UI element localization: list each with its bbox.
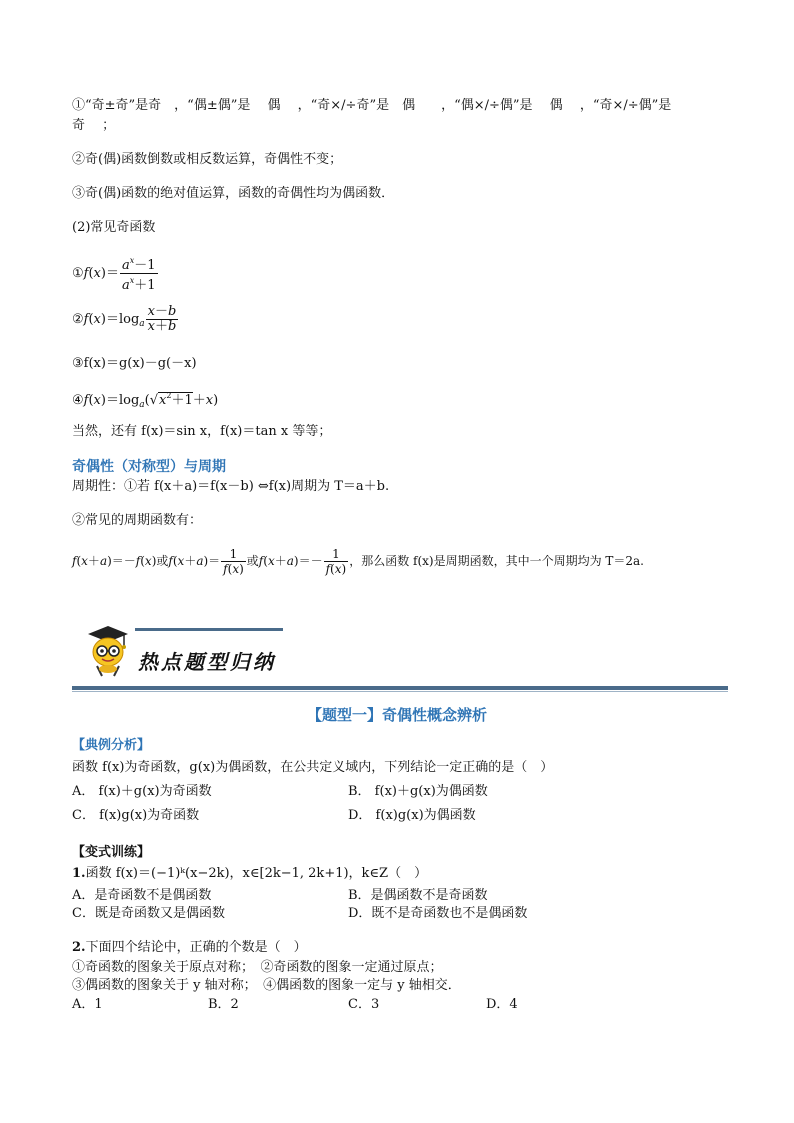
rule-line-2: ②奇(偶)函数倒数或相反数运算，奇偶性不变；	[72, 152, 343, 167]
period-heading: 奇偶性（对称型）与周期	[72, 459, 226, 475]
banner-top-line	[135, 628, 283, 631]
common-odd-title: (2)常见奇函数	[72, 220, 156, 235]
q1-option-a: A．是奇函数不是偶函数	[72, 888, 212, 903]
example-option-c: C． f(x)g(x)为奇函数	[72, 808, 200, 823]
rule-line-1b: 奇 ；	[72, 118, 116, 133]
q1-option-c: C．既是奇函数又是偶函数	[72, 906, 225, 921]
example-question: 函数 f(x)为奇函数，g(x)为偶函数，在公共定义域内，下列结论一定正确的是（ ）	[72, 760, 554, 775]
mascot-icon	[80, 622, 132, 678]
example-option-b: B． f(x)＋g(x)为偶函数	[348, 784, 488, 799]
q2-statements-2: ③偶函数的图象关于 y 轴对称； ④偶函数的图象一定与 y 轴相交．	[72, 978, 461, 993]
example-option-a: A． f(x)＋g(x)为奇函数	[72, 784, 212, 799]
q2-option-c: C．3	[348, 997, 380, 1012]
example-option-d: D． f(x)g(x)为偶函数	[348, 808, 476, 823]
q2-statements-1: ①奇函数的图象关于原点对称； ②奇函数的图象一定通过原点；	[72, 960, 443, 975]
formula-3: ③f(x)＝g(x)－g(－x)	[72, 356, 197, 371]
section-title: 【题型一】奇偶性概念辨析	[306, 706, 487, 724]
formula-1: ①f(x)＝ $\frac{a^x-1}{a^x+1}$	[72, 256, 156, 293]
section-rule-thin	[72, 691, 728, 692]
q2-option-a: A．1	[72, 997, 103, 1012]
section-rule	[72, 686, 728, 690]
rule-line-1a: ①“奇±奇”是奇 ，“偶±偶”是 偶 ，“奇×/÷奇”是 偶 ，“偶×/÷偶”是 偶 ，“奇×/÷偶”是	[72, 98, 672, 113]
question-1: 1.函数 f(x)＝(−1)ᵏ(x−2k)，x∈[2k−1, 2k+1)，k∈Z（ ）	[72, 866, 428, 881]
rule-line-3: ③奇(偶)函数的绝对值运算，函数的奇偶性均为偶函数．	[72, 186, 395, 201]
banner-title: 热点题型归纳	[138, 650, 276, 674]
question-2: 2.下面四个结论中，正确的个数是（ ）	[72, 940, 307, 955]
formula-2: $②f(x)=\log_a$ $\frac{x-b}{x+b}$	[72, 304, 177, 334]
q2-option-d: D．4	[486, 997, 518, 1012]
also-line: 当然，还有 f(x)＝sin x，f(x)＝tan x 等等；	[72, 424, 332, 439]
period-line-3: f(x＋a)＝－f(x)或f(x＋a)＝ $\frac{1}{f(x)}$ 或f(x＋a)＝－ $\frac{1}{f(x)}$ ，那么函数 f(x)是周期函数，其中一个周期均为 T＝2a.	[72, 547, 644, 576]
practice-label: 【变式训练】	[72, 845, 151, 860]
q2-option-b: B．2	[208, 997, 239, 1012]
period-line-1: 周期性：①若 f(x＋a)＝f(x－b) ⇔f(x)周期为 T＝a＋b.	[72, 479, 390, 494]
formula-4: $④f(x)=\log_a(√x^2+1+x)$	[72, 391, 219, 410]
period-line-2: ②常见的周期函数有：	[72, 513, 203, 528]
q1-option-b: B．是偶函数不是奇函数	[348, 888, 488, 903]
example-label: 【典例分析】	[72, 738, 151, 753]
q1-option-d: D．既不是奇函数也不是偶函数	[348, 906, 528, 921]
